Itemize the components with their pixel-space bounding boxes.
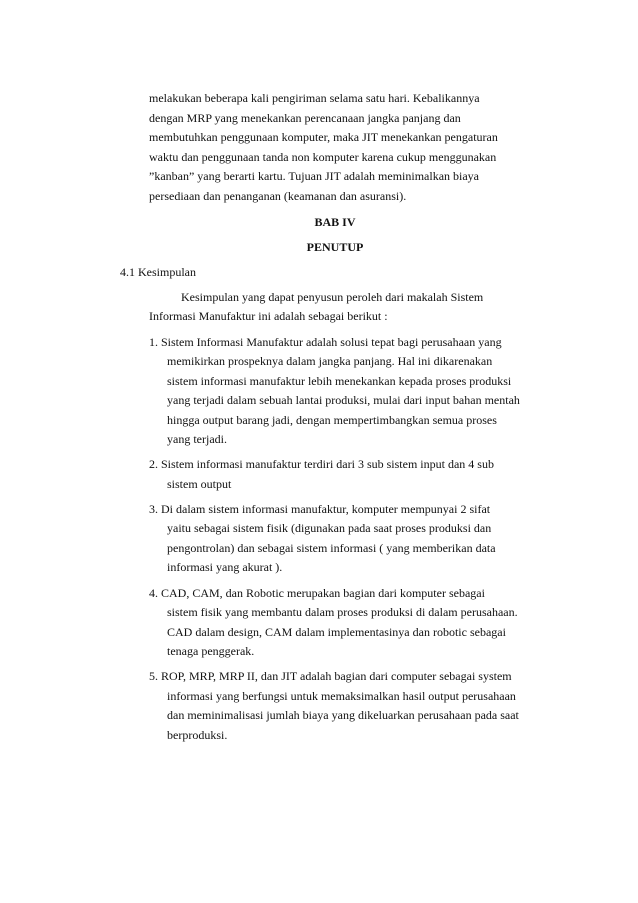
list-item-line: informasi yang berfungsi untuk memaksimalkan hasil output perusahaan	[167, 689, 516, 703]
list-item-line: yaitu sebagai sistem fisik (digunakan pada saat proses produksi dan	[167, 521, 492, 535]
list-item-line: 5. ROP, MRP, MRP II, dan JIT adalah bagian dari computer sebagai system	[149, 669, 512, 683]
intro-line: melakukan beberapa kali pengiriman selama satu hari. Kebalikannya	[149, 91, 480, 105]
intro-line: persediaan dan penanganan (keamanan dan asuransi).	[149, 189, 407, 203]
list-item-line: pengontrolan) dan sebagai sistem informasi ( yang memberikan data	[167, 541, 496, 555]
list-item-line: informasi yang akurat ).	[167, 560, 283, 574]
list-item-line: yang terjadi dalam sebuah lantai produksi, mulai dari input bahan mentah	[167, 393, 520, 407]
list-item-line: hingga output barang jadi, dengan mempertimbangkan semua proses	[167, 413, 497, 427]
list-item-line: sistem output	[167, 477, 232, 491]
list-item-line: 4. CAD, CAM, dan Robotic merupakan bagian dari komputer sebagai	[149, 586, 485, 600]
list-item-line: CAD dalam design, CAM dalam implementasinya dan robotic sebagai	[167, 625, 506, 639]
list-item-line: memikirkan prospeknya dalam jangka panjang. Hal ini dikarenakan	[167, 354, 493, 368]
list-item-line: sistem fisik yang membantu dalam proses produksi di dalam perusahaan.	[167, 605, 518, 619]
list-item-line: 2. Sistem informasi manufaktur terdiri dari 3 sub sistem input dan 4 sub	[149, 457, 494, 471]
list-item-line: 3. Di dalam sistem informasi manufaktur, komputer mempunyai 2 sifat	[149, 502, 491, 516]
paragraph-line: Informasi Manufaktur ini adalah sebagai berikut :	[149, 309, 388, 323]
list-item-line: tenaga penggerak.	[167, 644, 255, 658]
intro-line: membutuhkan penggunaan komputer, maka JIT menekankan pengaturan	[149, 130, 498, 144]
list-item-line: dan meminimalisasi jumlah biaya yang dikeluarkan perusahaan pada saat	[167, 708, 519, 722]
section-heading: 4.1 Kesimpulan	[120, 265, 196, 279]
intro-line: waktu dan penggunaan tanda non komputer karena cukup menggunakan	[149, 150, 497, 164]
chapter-heading: BAB IV	[314, 215, 356, 229]
chapter-title: PENUTUP	[306, 240, 364, 254]
list-item-line: berproduksi.	[167, 728, 228, 742]
list-item-line: sistem informasi manufaktur lebih menekankan kepada proses produksi	[167, 374, 512, 388]
paragraph-line: Kesimpulan yang dapat penyusun peroleh dari makalah Sistem	[181, 290, 484, 304]
list-item-line: yang terjadi.	[167, 432, 227, 446]
intro-line: dengan MRP yang menekankan perencanaan jangka panjang dan	[149, 111, 461, 125]
intro-line: ”kanban” yang berarti kartu. Tujuan JIT adalah meminimalkan biaya	[149, 169, 480, 183]
list-item-line: 1. Sistem Informasi Manufaktur adalah solusi tepat bagi perusahaan yang	[149, 335, 502, 349]
